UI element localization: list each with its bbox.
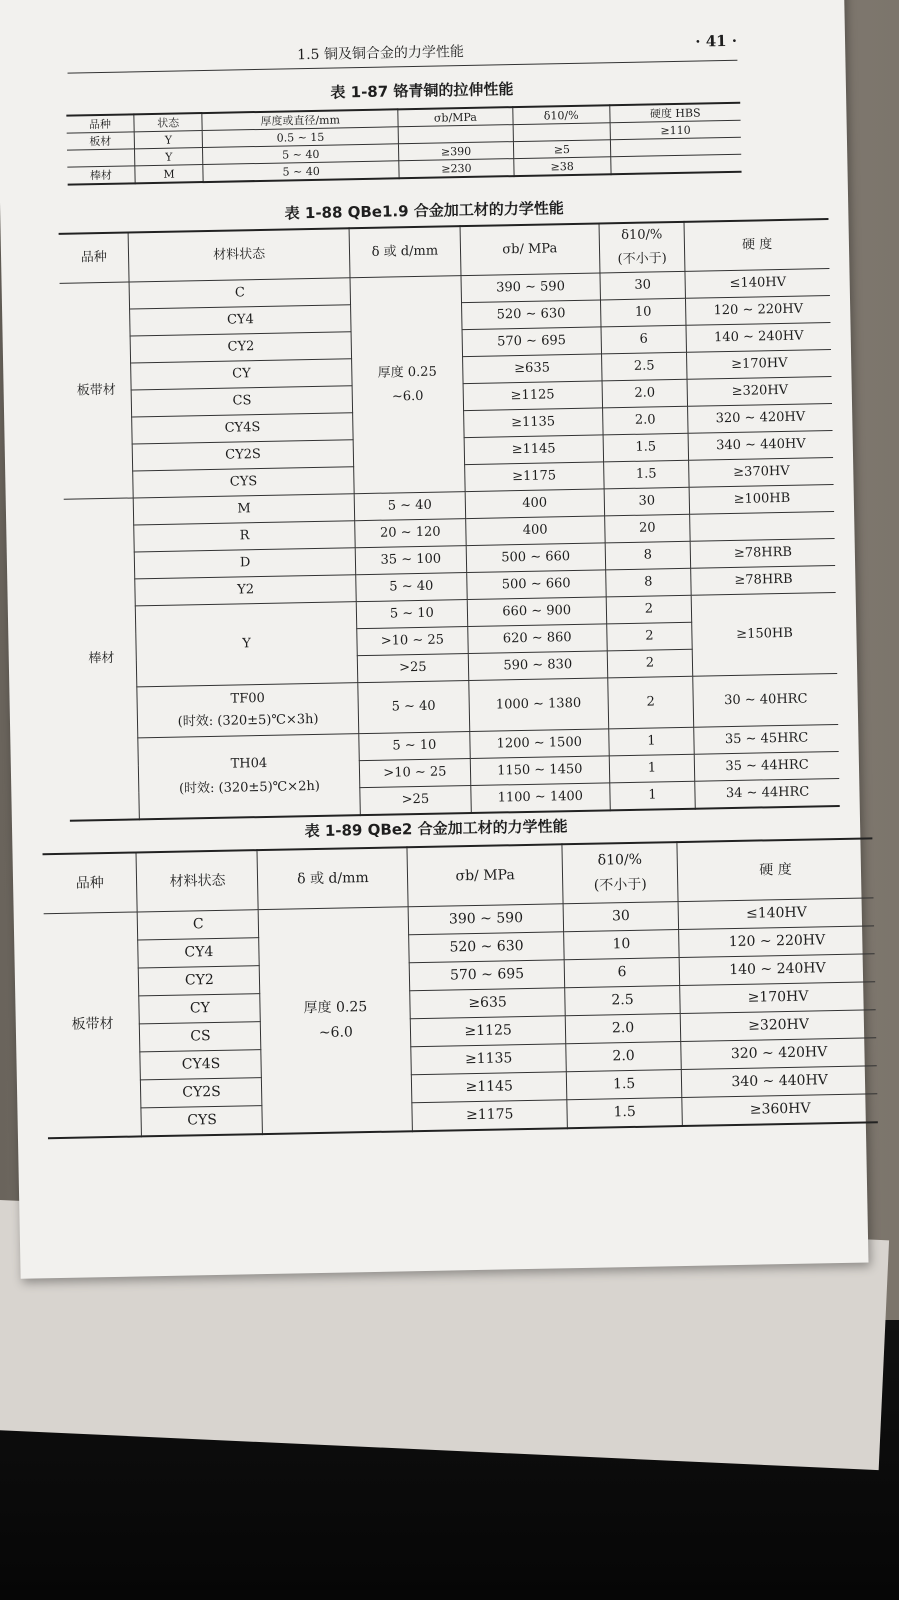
table-cell: 320 ~ 420HV: [681, 1038, 877, 1070]
table-cell: 1.5: [566, 1070, 682, 1100]
thickness-line: 厚度 0.25: [377, 364, 437, 381]
table-cell: 5 ~ 40: [358, 681, 470, 734]
table-cell: >25: [357, 654, 469, 683]
state-name: TF00: [230, 690, 265, 707]
delta-subheader: (不小于): [593, 876, 647, 894]
state-note: (时效: (320±5)℃×2h): [178, 778, 320, 797]
table-cell: 35 ~ 44HRC: [694, 751, 839, 781]
table-cell: 1200 ~ 1500: [470, 729, 609, 759]
table-cell: CY: [131, 359, 352, 390]
table-cell: 400: [465, 489, 604, 519]
thickness-line: 厚度 0.25: [303, 998, 368, 1016]
table-89-header-cell: [562, 842, 678, 904]
table-cell: M: [134, 494, 355, 525]
table-cell: 390 ~ 590: [408, 904, 563, 935]
table-cell: >10 ~ 25: [359, 759, 471, 788]
table-cell: CS: [140, 1022, 261, 1052]
table-87-header-cell: 状态: [134, 113, 203, 132]
table-cell: 2.0: [565, 1014, 681, 1044]
table-cell: 520 ~ 630: [409, 932, 564, 963]
table-cell: ≥1135: [463, 408, 602, 438]
table-cell: Y2: [135, 575, 356, 606]
delta-subheader: (不小于): [617, 251, 667, 268]
state-note: (时效: (320±5)℃×3h): [177, 711, 319, 730]
table-cell: CY4: [130, 305, 351, 336]
table-cell: 8: [605, 541, 691, 570]
table-cell: CY4: [138, 938, 259, 968]
table-cell: ≥5: [513, 140, 610, 159]
table-cell: R: [134, 521, 355, 552]
table-cell: 10: [564, 930, 680, 960]
table-cell: 520 ~ 630: [461, 300, 600, 330]
table-cell: 320 ~ 420HV: [688, 404, 833, 434]
table-cell: CS: [132, 386, 353, 417]
table-88-header-cell: σb/ MPa: [460, 223, 600, 275]
group-label: 棒材: [64, 498, 140, 821]
table-88: [59, 218, 840, 822]
table-cell: ≥320HV: [680, 1010, 876, 1042]
table-cell: ≥390: [398, 142, 513, 161]
table-cell: CY4S: [140, 1050, 261, 1080]
table-cell: 2: [606, 595, 692, 624]
table-87: [66, 102, 741, 186]
thickness-cell: [259, 907, 413, 1134]
table-cell: ≤140HV: [678, 898, 874, 930]
delta-header: δ10/%: [621, 227, 663, 244]
table-88-header-cell: δ 或 d/mm: [349, 226, 461, 278]
table-cell: 5 ~ 40: [203, 161, 399, 182]
table-cell: 1.5: [603, 460, 689, 489]
table-cell: CY2S: [133, 440, 354, 471]
table-87-header-cell: δ10/%: [513, 105, 610, 124]
table-cell: CY2: [139, 966, 260, 996]
table-cell: 1.5: [567, 1098, 683, 1129]
table-cell: CYS: [133, 467, 354, 498]
table-cell: 30: [600, 271, 686, 300]
table-cell: ≥110: [610, 120, 741, 140]
state-name: TH04: [230, 755, 268, 772]
table-cell: 570 ~ 695: [410, 960, 565, 991]
table-cell: 5 ~ 40: [203, 144, 399, 165]
table-cell: ≥1145: [412, 1072, 567, 1103]
table-cell: 5 ~ 40: [356, 573, 468, 602]
table-cell: ≥635: [410, 988, 565, 1019]
table-cell: 620 ~ 860: [468, 624, 607, 654]
table-cell: 340 ~ 440HV: [681, 1066, 877, 1098]
table-cell: 120 ~ 220HV: [679, 926, 875, 958]
table-cell: ≥78HRB: [691, 565, 836, 595]
table-cell: 2: [606, 622, 692, 651]
page-number: · 41 ·: [695, 31, 738, 51]
table-87-header-cell: 厚度或直径/mm: [202, 109, 398, 130]
table-cell: ≥1175: [465, 462, 604, 492]
table-cell: 5 ~ 40: [354, 492, 466, 521]
table-cell: 8: [605, 568, 691, 597]
table-cell: ≥1125: [463, 381, 602, 411]
table-89-header-cell: σb/ MPa: [407, 844, 563, 906]
table-cell: 35 ~ 100: [355, 546, 467, 575]
table-cell: ≤140HV: [685, 269, 830, 299]
table-cell: 35 ~ 45HRC: [694, 724, 839, 754]
table-cell: ≥1125: [411, 1016, 566, 1047]
table-cell: 390 ~ 590: [461, 273, 600, 303]
table-cell: 34 ~ 44HRC: [695, 778, 840, 808]
table-cell: ≥170HV: [680, 982, 876, 1014]
table-89-header-cell: 品种: [43, 852, 138, 913]
table-cell: 30: [563, 902, 679, 932]
table-89-caption: 表 1-89 QBe2 合金加工材的力学性能: [304, 817, 568, 841]
table-cell: 棒材: [67, 166, 135, 185]
table-cell: 2: [607, 649, 693, 678]
table-cell: ≥370HV: [689, 458, 834, 488]
table-cell: 140 ~ 240HV: [679, 954, 875, 986]
table-cell: 660 ~ 900: [467, 597, 606, 627]
table-cell: ≥150HB: [691, 592, 837, 676]
table-cell: 500 ~ 660: [467, 570, 606, 600]
table-cell: [610, 154, 741, 174]
table-cell: 板材: [67, 132, 135, 150]
table-cell: 120 ~ 220HV: [686, 296, 831, 326]
delta-header: δ10/%: [597, 851, 643, 869]
table-89-header-cell: δ 或 d/mm: [257, 847, 408, 909]
table-cell: 2: [607, 676, 694, 729]
table-88-caption: 表 1-88 QBe1.9 合金加工材的力学性能: [284, 199, 564, 223]
table-cell: 2.0: [566, 1042, 682, 1072]
table-cell: CY2: [130, 332, 351, 363]
table-cell: Y: [136, 602, 358, 687]
table-cell: [138, 734, 360, 820]
table-cell: ≥100HB: [689, 485, 834, 515]
table-cell: 1: [609, 781, 695, 810]
table-cell: [690, 512, 835, 542]
table-cell: 30: [604, 487, 690, 516]
table-cell: [137, 683, 358, 738]
table-cell: 2.5: [565, 986, 681, 1016]
table-cell: C: [129, 278, 350, 309]
table-cell: Y: [134, 131, 203, 149]
table-cell: 400: [466, 516, 605, 546]
section-title: 1.5 铜及铜合金的力学性能: [297, 44, 465, 64]
table-cell: Y: [134, 148, 203, 166]
table-89-header-cell: 材料状态: [136, 850, 258, 912]
table-cell: ≥230: [399, 159, 514, 179]
table-cell: 0.5 ~ 15: [203, 127, 399, 148]
table-cell: >25: [360, 786, 472, 816]
thickness-line: ~6.0: [318, 1023, 354, 1041]
table-cell: ≥38: [514, 157, 611, 176]
thickness-line: ~6.0: [391, 388, 424, 404]
table-87-header-cell: 品种: [66, 114, 134, 133]
group-label: 板带材: [60, 282, 134, 499]
table-cell: 20: [604, 514, 690, 543]
table-cell: ≥360HV: [682, 1094, 878, 1126]
table-88-header-cell: 硬 度: [684, 219, 829, 271]
table-cell: 30 ~ 40HRC: [693, 673, 838, 727]
table-cell: 6: [601, 325, 687, 354]
table-cell: C: [138, 910, 259, 940]
table-cell: 1: [609, 754, 695, 783]
thickness-cell: [350, 276, 465, 494]
table-cell: [398, 125, 513, 144]
table-cell: 1100 ~ 1400: [471, 783, 610, 813]
table-cell: ≥1145: [464, 435, 603, 465]
table-cell: 2.0: [602, 379, 688, 408]
table-cell: 1150 ~ 1450: [470, 756, 609, 786]
table-87-caption: 表 1-87 铬青铜的拉伸性能: [330, 80, 514, 102]
table-cell: 20 ~ 120: [355, 519, 467, 548]
table-cell: 5 ~ 10: [359, 732, 471, 761]
table-88-header-cell: 品种: [59, 233, 130, 284]
running-head: [67, 31, 738, 74]
table-cell: 590 ~ 830: [468, 651, 607, 681]
table-88-header-cell: [599, 222, 685, 273]
table-cell: 1.5: [603, 433, 689, 462]
table-88-header-cell: 材料状态: [129, 228, 350, 282]
table-cell: ≥170HV: [687, 350, 832, 380]
table-cell: ≥320HV: [687, 377, 832, 407]
table-cell: ≥1175: [412, 1100, 567, 1131]
table-cell: 1000 ~ 1380: [469, 678, 609, 732]
table-cell: CY4S: [132, 413, 353, 444]
table-cell: CYS: [141, 1106, 262, 1137]
table-cell: 570 ~ 695: [462, 327, 601, 357]
table-cell: 2.5: [601, 352, 687, 381]
table-cell: 500 ~ 660: [466, 543, 605, 573]
table-cell: M: [135, 165, 204, 184]
table-cell: 6: [564, 958, 680, 988]
table-cell: 140 ~ 240HV: [686, 323, 831, 353]
table-cell: ≥635: [462, 354, 601, 384]
table-cell: D: [135, 548, 356, 579]
table-89: [43, 837, 878, 1139]
table-cell: >10 ~ 25: [357, 627, 469, 656]
group-label: 板带材: [44, 912, 142, 1138]
table-cell: [513, 123, 610, 142]
table-87-header-cell: 硬度 HBS: [609, 103, 740, 123]
table-cell: ≥1135: [411, 1044, 566, 1075]
table-cell: 5 ~ 10: [356, 600, 468, 629]
table-cell: CY: [139, 994, 260, 1024]
table-89-header-cell: 硬 度: [677, 838, 873, 901]
table-cell: 340 ~ 440HV: [688, 431, 833, 461]
table-cell: 10: [600, 298, 686, 327]
table-cell: ≥78HRB: [690, 539, 835, 569]
table-cell: 1: [608, 727, 694, 756]
table-cell: CY2S: [141, 1078, 262, 1108]
table-cell: [67, 149, 135, 167]
table-87-header-cell: σb/MPa: [398, 107, 513, 127]
table-cell: 2.0: [602, 406, 688, 435]
